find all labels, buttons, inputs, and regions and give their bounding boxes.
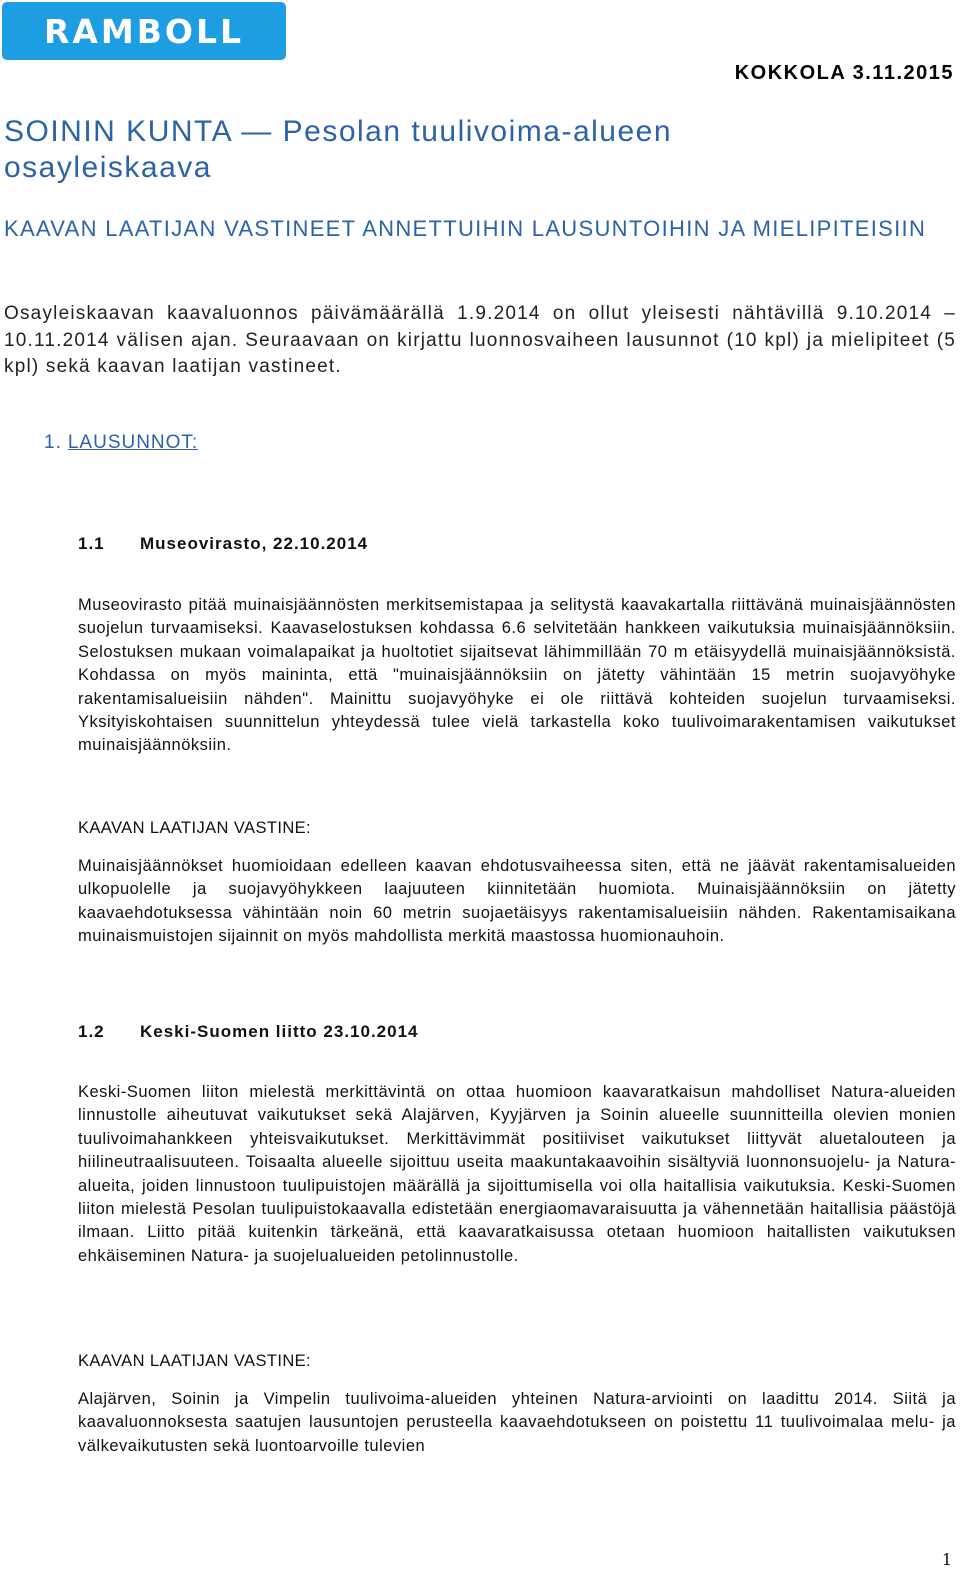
statement-text: Museovirasto pitää muinaisjäännösten merkitsemistapaa ja selitystä kaavakartalla riittävänä muinaisjäännösten suojelun turvaamiseksi. Kaavaselostuksen kohdassa 6.6 selvitetään hankkeen vaikutuksia muinaisjäännöksiin. Selostuksen mukaan voimalapaikat ja huoltotiet sijaitsevat lähimmillään 70 m etäisyydellä muinaisjäännöksistä. Kohdassa on myös maininta, että "muinaisjäännöksiin on jätetty vähintään 15 metrin suojavyöhyke rakentamisalueisiin nähden". Mainittu suojavyöhyke ei ole riittävä kohteiden suojelun turvaamiseksi. Yksityiskohtaisen suunnittelun yhteydessä tulee vielä tarkastella koko tuulivoimarakentamisen vaikutukset muinaisjäännöksiin. bbox=[78, 596, 956, 755]
ramboll-wordmark-icon bbox=[24, 14, 264, 48]
logo-text: RAMBOLL bbox=[43, 14, 245, 48]
statement-text: Keski-Suomen liiton mielestä merkittävintä on ottaa huomioon kaavaratkaisun mahdolliset Natura-alueiden linnustolle aiheutuvat vaikutukset sekä Alajärven, Kyyjärven ja Soinin alueelle suunnitteilla olevien monien tuulivoimahankkeen yhteisvaikutukset. Merkittävimmät positiiviset vaikutukset liittyvät aluetalouteen ja hiilineutraalisuuteen. Toisaalta alueelle sijoittuu useita maakuntakaavoihin sisältyviä luonnonsuojelu- ja Natura-alueita, joiden linnustoon tuulipuistojen määrällä ja sijoittumisella voi olla haitallisia vaikutuksia. Keski-Suomen liiton mielestä Pesolan tuulipuistokaavalla edistetään energiaomavaraisuutta ja vähennetään haitallisia päästöjä ilmaan. Liitto pitää kuitenkin tärkeänä, että kaavaratkaisussa otetaan huomioon haitallisten vaikutuksen ehkäiseminen Natura- ja suojelualueiden petolinnustolle. bbox=[78, 1083, 956, 1265]
response-text: Muinaisjäännökset huomioidaan edelleen kaavan ehdotusvaiheessa siten, että ne jäävät rakentamisalueiden ulkopuolelle ja suojavyöhykkeen laajuuteen kiinnitetään huomiota. Muinaisjäännöksiin on jätetty kaavaehdotuksessa vähintään noin 60 metrin suojaetäisyys rakentamisalueisiin nähden. Rakentamisaikana muinaismuistojen sijainnit on myös mahdollista merkitä maastossa huomionauhoin. bbox=[78, 857, 956, 946]
response-text: Alajärven, Soinin ja Vimpelin tuulivoima-alueiden yhteinen Natura-arviointi on laadittu 2014. Siitä ja kaavaluonnoksesta saatujen lausuntojen perusteella kaavaehdotukseen on poistettu 11 tuulivoimalaa melu- ja välkevaikutusten sekä luontoarvoille tulevien bbox=[78, 1390, 956, 1455]
document-title: SOININ KUNTA — Pesolan tuulivoima-alueen osayleiskaava bbox=[4, 115, 673, 184]
intro-paragraph: Osayleiskaavan kaavaluonnos päivämäärällä 1.9.2014 on ollut yleisesti nähtävillä 9.10.2014 – 10.11.2014 välisen ajan. Seuraavaan on kirjattu luonnosvaiheen lausunnot (10 kpl) ja mielipiteet (5 kpl) sekä kaavan laatijan vastineet. bbox=[4, 303, 956, 377]
section-heading-lausunnot bbox=[44, 432, 198, 454]
response-label: KAAVAN LAATIJAN VASTINE: bbox=[78, 819, 312, 837]
section-label: LAUSUNNOT: bbox=[67, 432, 199, 453]
statement-title: Keski-Suomen liitto 23.10.2014 bbox=[140, 1022, 419, 1041]
section-number: 1. bbox=[44, 432, 62, 453]
statement-title: Museovirasto, 22.10.2014 bbox=[140, 534, 369, 553]
statement-number: 1.1 bbox=[78, 534, 105, 553]
page-number: 1 bbox=[941, 1550, 952, 1569]
place-date: KOKKOLA 3.11.2015 bbox=[734, 62, 954, 84]
document-subtitle: KAAVAN LAATIJAN VASTINEET ANNETTUIHIN LAUSUNTOIHIN JA MIELIPITEISIIN bbox=[4, 216, 927, 241]
response-label: KAAVAN LAATIJAN VASTINE: bbox=[78, 1352, 312, 1370]
statement-heading-museovirasto bbox=[78, 534, 368, 554]
ramboll-logo bbox=[2, 2, 286, 60]
statement-number: 1.2 bbox=[78, 1022, 105, 1041]
statement-heading-keski-suomen-liitto bbox=[78, 1022, 419, 1042]
